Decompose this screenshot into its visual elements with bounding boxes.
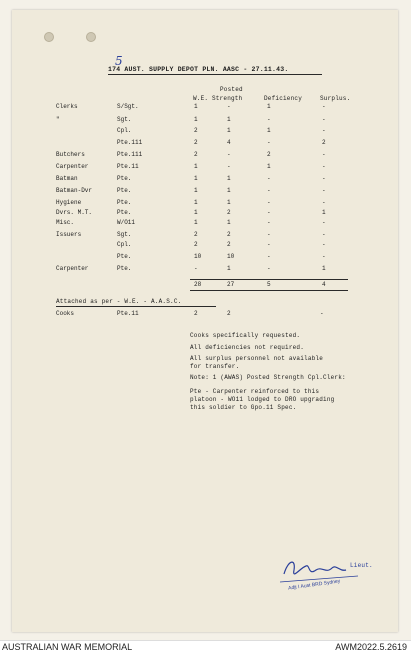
- row-we-strength: 1: [194, 103, 198, 110]
- row-trade: Butchers: [56, 151, 85, 158]
- totals-row: [12, 281, 398, 289]
- row-rank: Pte.: [117, 209, 132, 216]
- row-surplus: -: [322, 127, 326, 134]
- document-title: 174 AUST. SUPPLY DEPOT PLN. AASC - 27.11.43.: [108, 66, 289, 73]
- row-deficiency: -: [267, 139, 271, 146]
- header-we-strength: W.E. Strength: [193, 95, 243, 102]
- table-row: [12, 241, 398, 249]
- table-row: [12, 187, 398, 195]
- footer-accession: AWM2022.5.2619: [335, 642, 407, 652]
- table-row: [12, 151, 398, 159]
- row-posted: 1: [227, 127, 231, 134]
- row-posted: 1: [227, 199, 231, 206]
- note-4: Note: 1 (AWAS) Posted Strength Cpl.Clerk:: [190, 374, 346, 381]
- row-we-strength: -: [194, 265, 198, 272]
- row-deficiency: -: [267, 231, 271, 238]
- row-we-strength: 2: [194, 127, 198, 134]
- footer-institution: AUSTRALIAN WAR MEMORIAL: [2, 642, 133, 652]
- attached-row: [12, 310, 398, 318]
- row-trade: Batman: [56, 175, 78, 182]
- row-deficiency: -: [267, 209, 271, 216]
- row-surplus: -: [322, 175, 326, 182]
- totals-rule-top: [190, 279, 348, 280]
- adjutant-stamp: Adjt I Aust BRD Sydney: [287, 578, 341, 592]
- row-rank: Pte.: [117, 253, 132, 260]
- table-row: [12, 139, 398, 147]
- row-trade: Misc.: [56, 219, 75, 226]
- attached-trade: Cooks: [56, 310, 75, 317]
- table-row: [12, 127, 398, 135]
- table-row: [12, 253, 398, 261]
- row-surplus: -: [322, 116, 326, 123]
- row-posted: 1: [227, 187, 231, 194]
- row-trade: Clerks: [56, 103, 78, 110]
- row-we-strength: 1: [194, 209, 198, 216]
- row-deficiency: 1: [267, 103, 271, 110]
- row-posted: 4: [227, 139, 231, 146]
- row-deficiency: -: [267, 116, 271, 123]
- row-posted: -: [227, 151, 231, 158]
- totals-rule-bottom: [190, 290, 348, 291]
- header-posted: Posted: [220, 86, 243, 93]
- row-deficiency: -: [267, 241, 271, 248]
- row-we-strength: 1: [194, 187, 198, 194]
- row-rank: Sgt.: [117, 231, 132, 238]
- row-rank: Pte.11: [117, 163, 139, 170]
- row-rank: Sgt.: [117, 116, 132, 123]
- attached-we: 2: [194, 310, 198, 317]
- table-row: [12, 163, 398, 171]
- row-posted: 2: [227, 209, 231, 216]
- punch-hole: [44, 32, 54, 42]
- row-posted: -: [227, 163, 231, 170]
- row-deficiency: 1: [267, 127, 271, 134]
- row-trade: Carpenter: [56, 265, 89, 272]
- row-we-strength: 2: [194, 151, 198, 158]
- row-rank: Pte.: [117, 265, 132, 272]
- row-we-strength: 1: [194, 163, 198, 170]
- row-posted: 1: [227, 219, 231, 226]
- row-surplus: 1: [322, 265, 326, 272]
- table-row: [12, 199, 398, 207]
- row-we-strength: 2: [194, 241, 198, 248]
- row-rank: Cpl.: [117, 127, 132, 134]
- note-5: Pte - Carpenter reinforced to this platoon - WO11 lodged to DRO upgrading this soldier to Gpo.11 Spec.: [190, 388, 335, 411]
- row-trade: Carpenter: [56, 163, 89, 170]
- row-surplus: -: [322, 241, 326, 248]
- row-we-strength: 1: [194, 116, 198, 123]
- row-surplus: -: [322, 151, 326, 158]
- row-deficiency: 1: [267, 163, 271, 170]
- row-rank: Pte.: [117, 199, 132, 206]
- row-trade: Hygiene: [56, 199, 82, 206]
- row-deficiency: -: [267, 199, 271, 206]
- table-row: [12, 209, 398, 217]
- row-deficiency: -: [267, 175, 271, 182]
- row-rank: Cpl.: [117, 241, 132, 248]
- table-row: [12, 219, 398, 227]
- attached-deficiency: -: [320, 310, 324, 317]
- row-rank: Pte.111: [117, 139, 143, 146]
- row-posted: 1: [227, 116, 231, 123]
- row-posted: 2: [227, 231, 231, 238]
- total-posted: 27: [227, 281, 235, 288]
- table-row: [12, 116, 398, 124]
- note-3: All surplus personnel not available for transfer.: [190, 355, 324, 370]
- row-surplus: -: [322, 231, 326, 238]
- row-posted: -: [227, 103, 231, 110]
- row-deficiency: -: [267, 253, 271, 260]
- row-we-strength: 2: [194, 231, 198, 238]
- attached-underline: [56, 306, 216, 307]
- row-surplus: 1: [322, 209, 326, 216]
- row-we-strength: 1: [194, 199, 198, 206]
- row-surplus: -: [322, 163, 326, 170]
- row-trade: ": [56, 116, 60, 123]
- punch-hole: [86, 32, 96, 42]
- total-deficiency: 5: [267, 281, 271, 288]
- archive-footer: [0, 640, 411, 654]
- row-posted: 1: [227, 265, 231, 272]
- table-row: [12, 175, 398, 183]
- row-we-strength: 1: [194, 175, 198, 182]
- row-surplus: 2: [322, 139, 326, 146]
- row-we-strength: 1: [194, 219, 198, 226]
- table-row: [12, 231, 398, 239]
- signature-title: Lieut.: [350, 562, 373, 569]
- attached-heading: Attached as per - W.E. - A.A.S.C.: [56, 298, 182, 305]
- row-trade: Batman-Dvr: [56, 187, 93, 194]
- row-posted: 10: [227, 253, 235, 260]
- row-rank: Pte.: [117, 187, 132, 194]
- row-rank: Pte.: [117, 175, 132, 182]
- row-we-strength: 10: [194, 253, 202, 260]
- note-2: All deficiencies not required.: [190, 344, 305, 351]
- row-trade: Dvrs. M.T.: [56, 209, 93, 216]
- document-sheet: [12, 10, 398, 632]
- page-number: 5: [115, 54, 123, 68]
- row-deficiency: -: [267, 265, 271, 272]
- header-surplus: Surplus.: [320, 95, 351, 102]
- row-surplus: -: [322, 187, 326, 194]
- row-surplus: -: [322, 103, 326, 110]
- note-1: Cooks specifically requested.: [190, 332, 301, 339]
- row-deficiency: 2: [267, 151, 271, 158]
- row-deficiency: -: [267, 187, 271, 194]
- row-rank: W/O11: [117, 219, 136, 226]
- total-surplus: 4: [322, 281, 326, 288]
- row-posted: 2: [227, 241, 231, 248]
- header-deficiency: Deficiency: [264, 95, 303, 102]
- row-rank: Pte.111: [117, 151, 143, 158]
- row-surplus: -: [322, 219, 326, 226]
- table-row: [12, 103, 398, 111]
- title-underline: [108, 74, 322, 75]
- table-row: [12, 265, 398, 273]
- row-trade: Issuers: [56, 231, 82, 238]
- row-surplus: -: [322, 253, 326, 260]
- row-rank: S/Sgt.: [117, 103, 139, 110]
- total-we: 28: [194, 281, 202, 288]
- row-we-strength: 2: [194, 139, 198, 146]
- row-posted: 1: [227, 175, 231, 182]
- row-deficiency: -: [267, 219, 271, 226]
- attached-rank: Pte.11: [117, 310, 139, 317]
- attached-posted: 2: [227, 310, 231, 317]
- row-surplus: -: [322, 199, 326, 206]
